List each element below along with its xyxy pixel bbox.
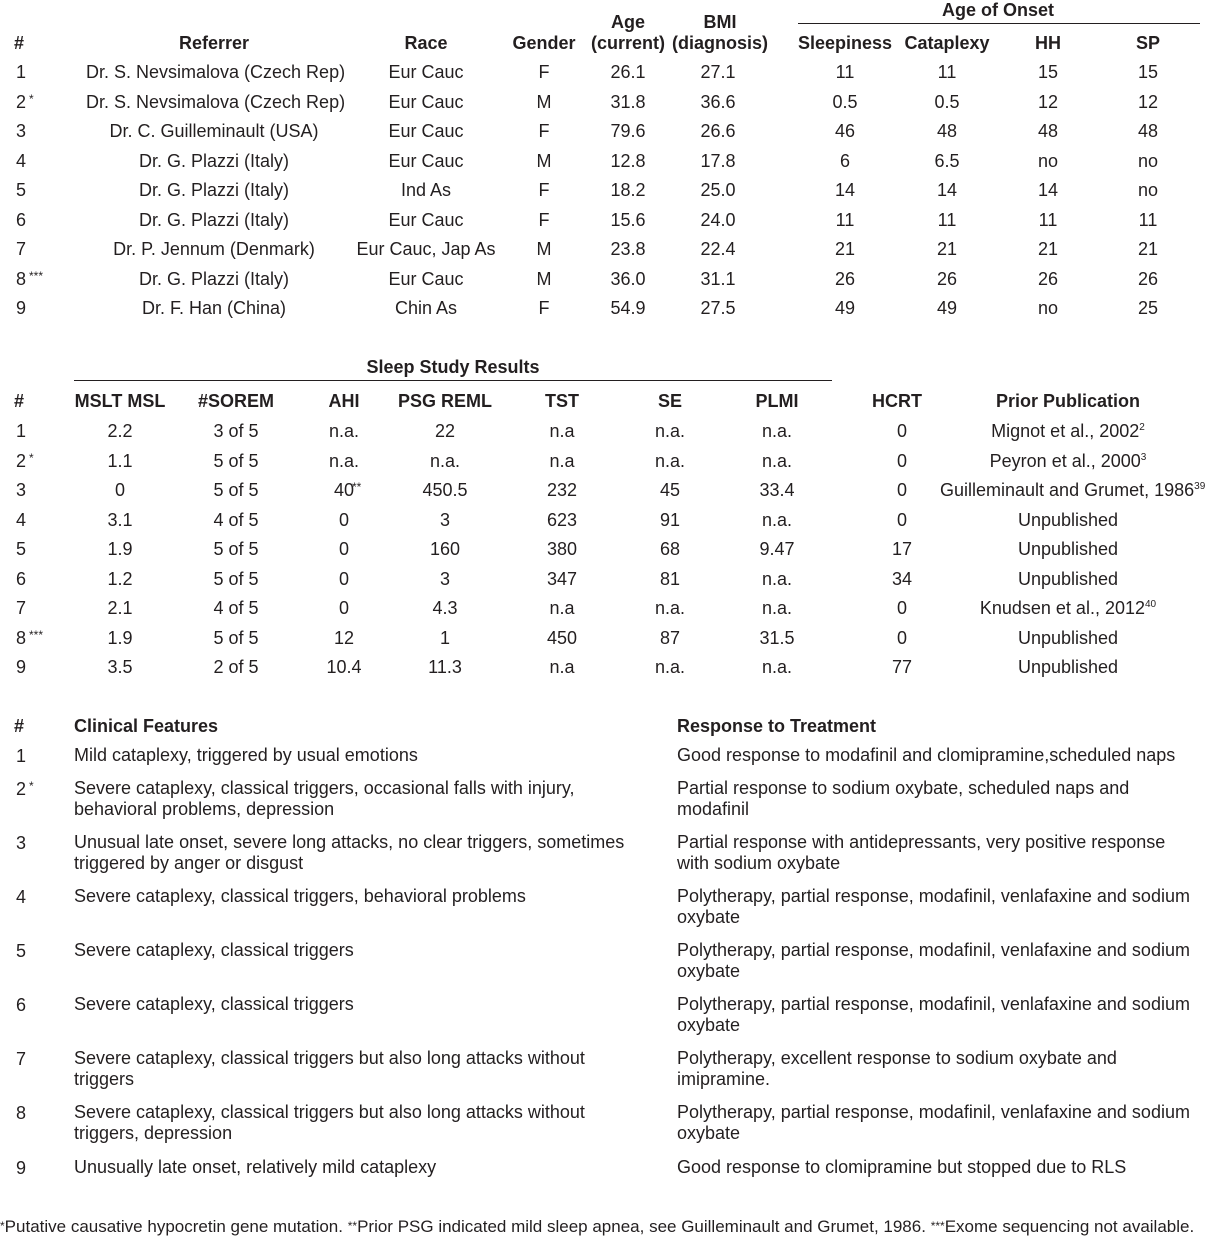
psg-reml-cell: 4.3 xyxy=(432,598,458,618)
header-hcrt: HCRT xyxy=(872,391,922,411)
response-to-treatment-cell: Polytherapy, excellent response to sodium oxybate and imipramine. xyxy=(677,1048,1117,1089)
row-number: 8 xyxy=(16,268,27,289)
referrer-cell: Dr. F. Han (China) xyxy=(141,298,287,318)
cataplexy-onset-cell: 11 xyxy=(937,62,957,82)
clinical-features-cell: Severe cataplexy, classical triggers, behavioral problems xyxy=(74,886,526,906)
prior-publication-cell xyxy=(940,450,1196,472)
gender-cell: M xyxy=(536,239,552,259)
ahi-cell: 0 xyxy=(338,509,349,530)
header-gender: Gender xyxy=(512,33,576,53)
plmi-cell: 33.4 xyxy=(759,480,795,500)
hh-onset-cell: no xyxy=(1037,150,1059,171)
header-psg-reml: PSG REML xyxy=(397,391,492,411)
header-sp: SP xyxy=(1135,33,1160,53)
mslt-cell: 1.9 xyxy=(107,539,133,559)
mslt-cell: 3.5 xyxy=(107,657,133,677)
prior-publication-cell xyxy=(940,538,1196,560)
hcrt-cell: 0 xyxy=(896,421,907,441)
cataplexy-onset-cell: 21 xyxy=(936,239,958,259)
hcrt-cell: 0 xyxy=(896,480,907,500)
se-cell: n.a. xyxy=(654,657,686,677)
header-mslt-msl: MSLT MSL xyxy=(74,391,166,411)
referrer-cell: Dr. P. Jennum (Denmark) xyxy=(113,239,315,259)
header-cataplexy: Cataplexy xyxy=(904,33,990,53)
plmi-cell: 31.5 xyxy=(759,627,795,648)
gender-cell: F xyxy=(538,209,550,230)
clinical-features-cell: Severe cataplexy, classical triggers but also long attacks without triggers, depression xyxy=(74,1102,585,1143)
sp-onset-cell: 15 xyxy=(1137,62,1159,82)
header-clinical-features: Clinical Features xyxy=(74,716,219,736)
footnote-text-1: Putative causative hypocretin gene mutation. xyxy=(4,1217,343,1236)
hcrt-cell: 0 xyxy=(896,509,907,530)
referrer-cell: Dr. G. Plazzi (Italy) xyxy=(138,180,290,200)
header-ahi: AHI xyxy=(328,391,360,411)
sp-onset-cell: 48 xyxy=(1137,121,1159,141)
se-cell: 45 xyxy=(659,480,681,500)
publication-text: Mignot et al., 2002 xyxy=(991,421,1140,441)
clinical-features-cell: Mild cataplexy, triggered by usual emotions xyxy=(74,745,418,765)
psg-reml-cell: 3 xyxy=(439,568,450,589)
row-footnote-mark: *** xyxy=(29,627,44,642)
row-number: 4 xyxy=(16,887,27,907)
sorem-cell: 5 of 5 xyxy=(213,450,259,471)
row-number: 5 xyxy=(16,941,27,961)
clinical-features-cell: Severe cataplexy, classical triggers, occasional falls with injury, behavioral problems, depression xyxy=(74,778,575,819)
se-cell: n.a. xyxy=(654,598,686,618)
bmi-cell: 25.0 xyxy=(700,180,736,200)
prior-publication-cell xyxy=(940,420,1196,442)
race-cell: Eur Cauc xyxy=(388,209,464,230)
psg-reml-cell: 450.5 xyxy=(422,480,468,500)
footnote-text-2: Prior PSG indicated mild sleep apnea, see Guilleminault and Grumet, 1986. xyxy=(357,1217,926,1236)
ahi-cell: 0 xyxy=(338,539,349,559)
row-number: 1 xyxy=(16,746,27,766)
referrer-cell: Dr. S. Nevsimalova (Czech Rep) xyxy=(86,91,346,112)
sleepiness-onset-cell: 6 xyxy=(839,150,850,171)
ahi-cell: 40 xyxy=(333,480,355,500)
publication-text: Unpublished xyxy=(1017,657,1119,677)
row-number: 5 xyxy=(16,180,27,200)
clinical-features-cell: Unusual late onset, severe long attacks, no clear triggers, sometimes triggered by anger or disgust xyxy=(74,832,625,873)
race-cell: Eur Cauc xyxy=(388,121,464,141)
bmi-cell: 26.6 xyxy=(700,121,736,141)
reference-superscript: 2 xyxy=(1139,422,1145,433)
publication-text: Unpublished xyxy=(1017,509,1119,530)
psg-reml-cell: 22 xyxy=(434,421,456,441)
gender-cell: F xyxy=(538,298,550,318)
mslt-cell: 3.1 xyxy=(107,509,133,530)
mslt-cell: 2.1 xyxy=(107,598,133,618)
row-number: 4 xyxy=(16,150,27,171)
response-to-treatment-cell: Polytherapy, partial response, modafinil, venlafaxine and sodium oxybate xyxy=(677,994,1190,1035)
clinical-features-cell: Severe cataplexy, classical triggers but also long attacks without triggers xyxy=(74,1048,585,1089)
tst-cell: 232 xyxy=(546,480,578,500)
row-number: 9 xyxy=(16,657,27,677)
gender-cell: F xyxy=(538,180,550,200)
row-number: 4 xyxy=(16,509,27,530)
bmi-cell: 24.0 xyxy=(700,209,736,230)
age-cell: 18.2 xyxy=(610,180,646,200)
response-to-treatment-cell: Good response to modafinil and clomipramine,scheduled naps xyxy=(677,745,1176,765)
header-num: # xyxy=(14,716,25,736)
footnote-text-3: Exome sequencing not available. xyxy=(944,1217,1195,1236)
mslt-cell: 0 xyxy=(114,480,125,500)
age-cell: 36.0 xyxy=(610,268,646,289)
ahi-cell: 12 xyxy=(333,627,355,648)
psg-reml-cell: 11.3 xyxy=(428,657,462,677)
sp-onset-cell: no xyxy=(1137,180,1159,200)
hcrt-cell: 34 xyxy=(891,568,913,589)
row-number: 7 xyxy=(16,598,27,618)
row-footnote-mark: * xyxy=(29,91,34,106)
hh-onset-cell: no xyxy=(1037,298,1059,318)
psg-reml-cell: 3 xyxy=(439,509,450,530)
mslt-cell: 1.2 xyxy=(107,568,133,589)
tst-cell: 623 xyxy=(546,509,578,530)
row-footnote-mark: * xyxy=(29,779,34,793)
gender-cell: M xyxy=(536,150,552,171)
row-number: 2 xyxy=(16,91,27,112)
ahi-cell: n.a. xyxy=(328,421,360,441)
sorem-cell: 5 of 5 xyxy=(213,480,259,500)
plmi-cell: n.a. xyxy=(761,657,793,677)
prior-publication-cell xyxy=(940,656,1196,678)
se-cell: n.a. xyxy=(654,421,686,441)
referrer-cell: Dr. C. Guilleminault (USA) xyxy=(109,121,319,141)
mslt-cell: 1.1 xyxy=(107,450,133,471)
response-to-treatment-cell: Polytherapy, partial response, modafinil, venlafaxine and sodium oxybate xyxy=(677,886,1190,927)
sp-onset-cell: 11 xyxy=(1138,209,1158,230)
clinical-features-cell: Severe cataplexy, classical triggers xyxy=(74,994,354,1014)
response-to-treatment-cell: Polytherapy, partial response, modafinil, venlafaxine and sodium oxybate xyxy=(677,1102,1190,1143)
race-cell: Eur Cauc xyxy=(388,268,464,289)
sp-onset-cell: 12 xyxy=(1137,91,1159,112)
prior-publication-cell xyxy=(940,597,1196,619)
psg-reml-cell: 1 xyxy=(439,627,450,648)
row-number: 9 xyxy=(16,298,27,318)
footnote xyxy=(0,1216,1196,1237)
race-cell: Chin As xyxy=(394,298,458,318)
sleepiness-onset-cell: 11 xyxy=(835,62,855,82)
hh-onset-cell: 14 xyxy=(1037,180,1059,200)
bmi-cell: 31.1 xyxy=(700,268,736,289)
age-cell: 23.8 xyxy=(610,239,646,259)
hh-onset-cell: 15 xyxy=(1037,62,1059,82)
bmi-cell: 27.1 xyxy=(700,62,736,82)
cataplexy-onset-cell: 6.5 xyxy=(934,150,960,171)
header-sleepiness: Sleepiness xyxy=(797,33,893,53)
header-sorem: #SOREM xyxy=(197,391,275,411)
row-number: 1 xyxy=(16,62,27,82)
tst-cell: n.a xyxy=(549,598,575,618)
sleepiness-onset-cell: 0.5 xyxy=(832,91,858,112)
race-cell: Eur Cauc, Jap As xyxy=(356,239,496,259)
sorem-cell: 4 of 5 xyxy=(213,598,259,618)
bmi-cell: 17.8 xyxy=(700,150,736,171)
age-cell: 15.6 xyxy=(610,209,646,230)
sp-onset-cell: 21 xyxy=(1137,239,1159,259)
header-hh: HH xyxy=(1035,33,1061,53)
header-bmi-line2: (diagnosis) xyxy=(671,33,768,53)
hh-onset-cell: 21 xyxy=(1037,239,1059,259)
response-to-treatment-cell: Partial response to sodium oxybate, scheduled naps and modafinil xyxy=(677,778,1130,819)
tst-cell: n.a xyxy=(549,657,575,677)
hh-onset-cell: 11 xyxy=(1038,209,1058,230)
psg-reml-cell: 160 xyxy=(429,539,461,559)
race-cell: Eur Cauc xyxy=(388,150,464,171)
row-number: 5 xyxy=(16,539,27,559)
tst-cell: 380 xyxy=(546,539,578,559)
footnote-marker-1: * xyxy=(0,1219,5,1233)
header-prior-publication: Prior Publication xyxy=(995,391,1141,411)
cataplexy-onset-cell: 26 xyxy=(936,268,958,289)
header-num: # xyxy=(14,33,25,53)
gender-cell: F xyxy=(538,62,550,82)
header-num: # xyxy=(14,391,25,411)
plmi-cell: 9.47 xyxy=(759,539,795,559)
prior-publication-cell xyxy=(940,509,1196,531)
header-response-to-treatment: Response to Treatment xyxy=(677,716,877,736)
sleepiness-onset-cell: 46 xyxy=(834,121,856,141)
sleepiness-onset-cell: 14 xyxy=(834,180,856,200)
row-number: 2 xyxy=(16,450,27,471)
psg-reml-cell: n.a. xyxy=(429,450,461,471)
cataplexy-onset-cell: 14 xyxy=(936,180,958,200)
sp-onset-cell: 26 xyxy=(1137,268,1159,289)
se-cell: 91 xyxy=(659,509,681,530)
reference-superscript: 40 xyxy=(1145,599,1157,610)
publication-text: Unpublished xyxy=(1017,539,1119,559)
age-cell: 26.1 xyxy=(610,62,646,82)
sorem-cell: 2 of 5 xyxy=(213,657,259,677)
se-cell: 81 xyxy=(659,568,681,589)
publication-text: Knudsen et al., 2012 xyxy=(979,598,1145,618)
row-number: 7 xyxy=(16,1049,27,1069)
hh-onset-cell: 26 xyxy=(1037,268,1059,289)
bmi-cell: 27.5 xyxy=(700,298,736,318)
race-cell: Eur Cauc xyxy=(388,91,464,112)
plmi-cell: n.a. xyxy=(761,598,793,618)
sleepiness-onset-cell: 49 xyxy=(834,298,856,318)
mslt-cell: 2.2 xyxy=(107,421,133,441)
hh-onset-cell: 48 xyxy=(1037,121,1059,141)
tst-cell: n.a xyxy=(549,450,575,471)
se-cell: 68 xyxy=(659,539,681,559)
hcrt-cell: 0 xyxy=(896,598,907,618)
publication-text: Guilleminault and Grumet, 1986 xyxy=(940,480,1195,500)
age-cell: 79.6 xyxy=(610,121,646,141)
sp-onset-cell: no xyxy=(1137,150,1159,171)
sleepiness-onset-cell: 11 xyxy=(835,209,855,230)
mslt-cell: 1.9 xyxy=(107,627,133,648)
plmi-cell: n.a. xyxy=(761,509,793,530)
header-age-line2: (current) xyxy=(590,33,665,53)
sorem-cell: 5 of 5 xyxy=(213,539,259,559)
row-number: 8 xyxy=(16,1103,27,1123)
cataplexy-onset-cell: 48 xyxy=(936,121,958,141)
gender-cell: M xyxy=(536,268,552,289)
referrer-cell: Dr. G. Plazzi (Italy) xyxy=(138,268,290,289)
response-to-treatment-cell: Polytherapy, partial response, modafinil, venlafaxine and sodium oxybate xyxy=(677,940,1190,981)
row-number: 3 xyxy=(16,833,27,853)
hcrt-cell: 17 xyxy=(891,539,913,559)
gender-cell: M xyxy=(536,91,552,112)
row-number: 3 xyxy=(16,480,27,500)
tst-cell: 450 xyxy=(546,627,578,648)
header-plmi: PLMI xyxy=(755,391,799,411)
tst-cell: n.a xyxy=(549,421,575,441)
tst-cell: 347 xyxy=(546,568,578,589)
prior-publication-cell xyxy=(940,479,1205,501)
row-number: 6 xyxy=(16,568,27,589)
row-number: 6 xyxy=(16,995,27,1015)
sorem-cell: 3 of 5 xyxy=(213,421,259,441)
race-cell: Eur Cauc xyxy=(388,62,464,82)
sorem-cell: 5 of 5 xyxy=(213,627,259,648)
plmi-cell: n.a. xyxy=(761,421,793,441)
footnote-marker-2: ** xyxy=(347,1219,358,1233)
prior-publication-cell xyxy=(940,627,1196,649)
reference-superscript: 3 xyxy=(1140,451,1147,463)
header-bmi-line1: BMI xyxy=(703,12,737,32)
row-footnote-mark: *** xyxy=(29,268,44,283)
gender-cell: F xyxy=(538,121,550,141)
se-cell: 87 xyxy=(659,627,681,648)
ahi-footnote-mark: ** xyxy=(352,480,362,494)
row-number: 3 xyxy=(16,121,27,141)
plmi-cell: n.a. xyxy=(761,450,793,471)
publication-text: Peyron et al., 2000 xyxy=(989,450,1141,471)
group-header-age-of-onset: Age of Onset xyxy=(941,0,1054,20)
row-number: 9 xyxy=(16,1158,27,1178)
ahi-cell: 0 xyxy=(338,568,349,589)
referrer-cell: Dr. S. Nevsimalova (Czech Rep) xyxy=(86,62,346,82)
header-referrer: Referrer xyxy=(178,33,250,53)
row-number: 7 xyxy=(16,239,27,259)
response-to-treatment-cell: Good response to clomipramine but stopped due to RLS xyxy=(677,1157,1127,1177)
sorem-cell: 5 of 5 xyxy=(213,568,259,589)
prior-publication-cell xyxy=(940,568,1196,590)
referrer-cell: Dr. G. Plazzi (Italy) xyxy=(138,209,290,230)
row-number: 1 xyxy=(16,421,27,441)
cataplexy-onset-cell: 11 xyxy=(937,209,957,230)
sorem-cell: 4 of 5 xyxy=(213,509,259,530)
header-age-line1: Age xyxy=(610,12,645,32)
header-tst: TST xyxy=(545,391,579,411)
hh-onset-cell: 12 xyxy=(1037,91,1059,112)
header-race: Race xyxy=(404,33,448,53)
footnote-marker-3: *** xyxy=(930,1219,945,1233)
row-number: 8 xyxy=(16,627,27,648)
row-number: 2 xyxy=(16,779,27,799)
ahi-cell: 0 xyxy=(338,598,349,618)
row-number: 6 xyxy=(16,209,27,230)
age-cell: 54.9 xyxy=(610,298,646,318)
age-cell: 12.8 xyxy=(610,150,646,171)
group-rule-sleep-study xyxy=(74,380,832,381)
reference-superscript: 39 xyxy=(1194,481,1205,492)
clinical-features-cell: Severe cataplexy, classical triggers xyxy=(74,940,354,960)
header-se: SE xyxy=(657,391,682,411)
hcrt-cell: 77 xyxy=(891,657,913,677)
sp-onset-cell: 25 xyxy=(1137,298,1159,318)
hcrt-cell: 0 xyxy=(896,450,907,471)
cataplexy-onset-cell: 0.5 xyxy=(934,91,960,112)
plmi-cell: n.a. xyxy=(761,568,793,589)
group-header-sleep-study-results: Sleep Study Results xyxy=(366,357,540,377)
hcrt-cell: 0 xyxy=(896,627,907,648)
publication-text: Unpublished xyxy=(1017,627,1119,648)
group-rule-age-of-onset xyxy=(798,23,1200,24)
ahi-cell: 10.4 xyxy=(326,657,362,677)
ahi-cell: n.a. xyxy=(328,450,360,471)
age-cell: 31.8 xyxy=(610,91,646,112)
clinical-features-cell: Unusually late onset, relatively mild cataplexy xyxy=(74,1157,437,1177)
row-footnote-mark: * xyxy=(29,450,34,465)
race-cell: Ind As xyxy=(400,180,452,200)
bmi-cell: 22.4 xyxy=(700,239,736,259)
sleepiness-onset-cell: 26 xyxy=(834,268,856,289)
referrer-cell: Dr. G. Plazzi (Italy) xyxy=(138,150,290,171)
cataplexy-onset-cell: 49 xyxy=(936,298,958,318)
sleepiness-onset-cell: 21 xyxy=(834,239,856,259)
response-to-treatment-cell: Partial response with antidepressants, very positive response with sodium oxybate xyxy=(677,832,1166,873)
se-cell: n.a. xyxy=(654,450,686,471)
publication-text: Unpublished xyxy=(1017,568,1119,589)
bmi-cell: 36.6 xyxy=(700,91,736,112)
